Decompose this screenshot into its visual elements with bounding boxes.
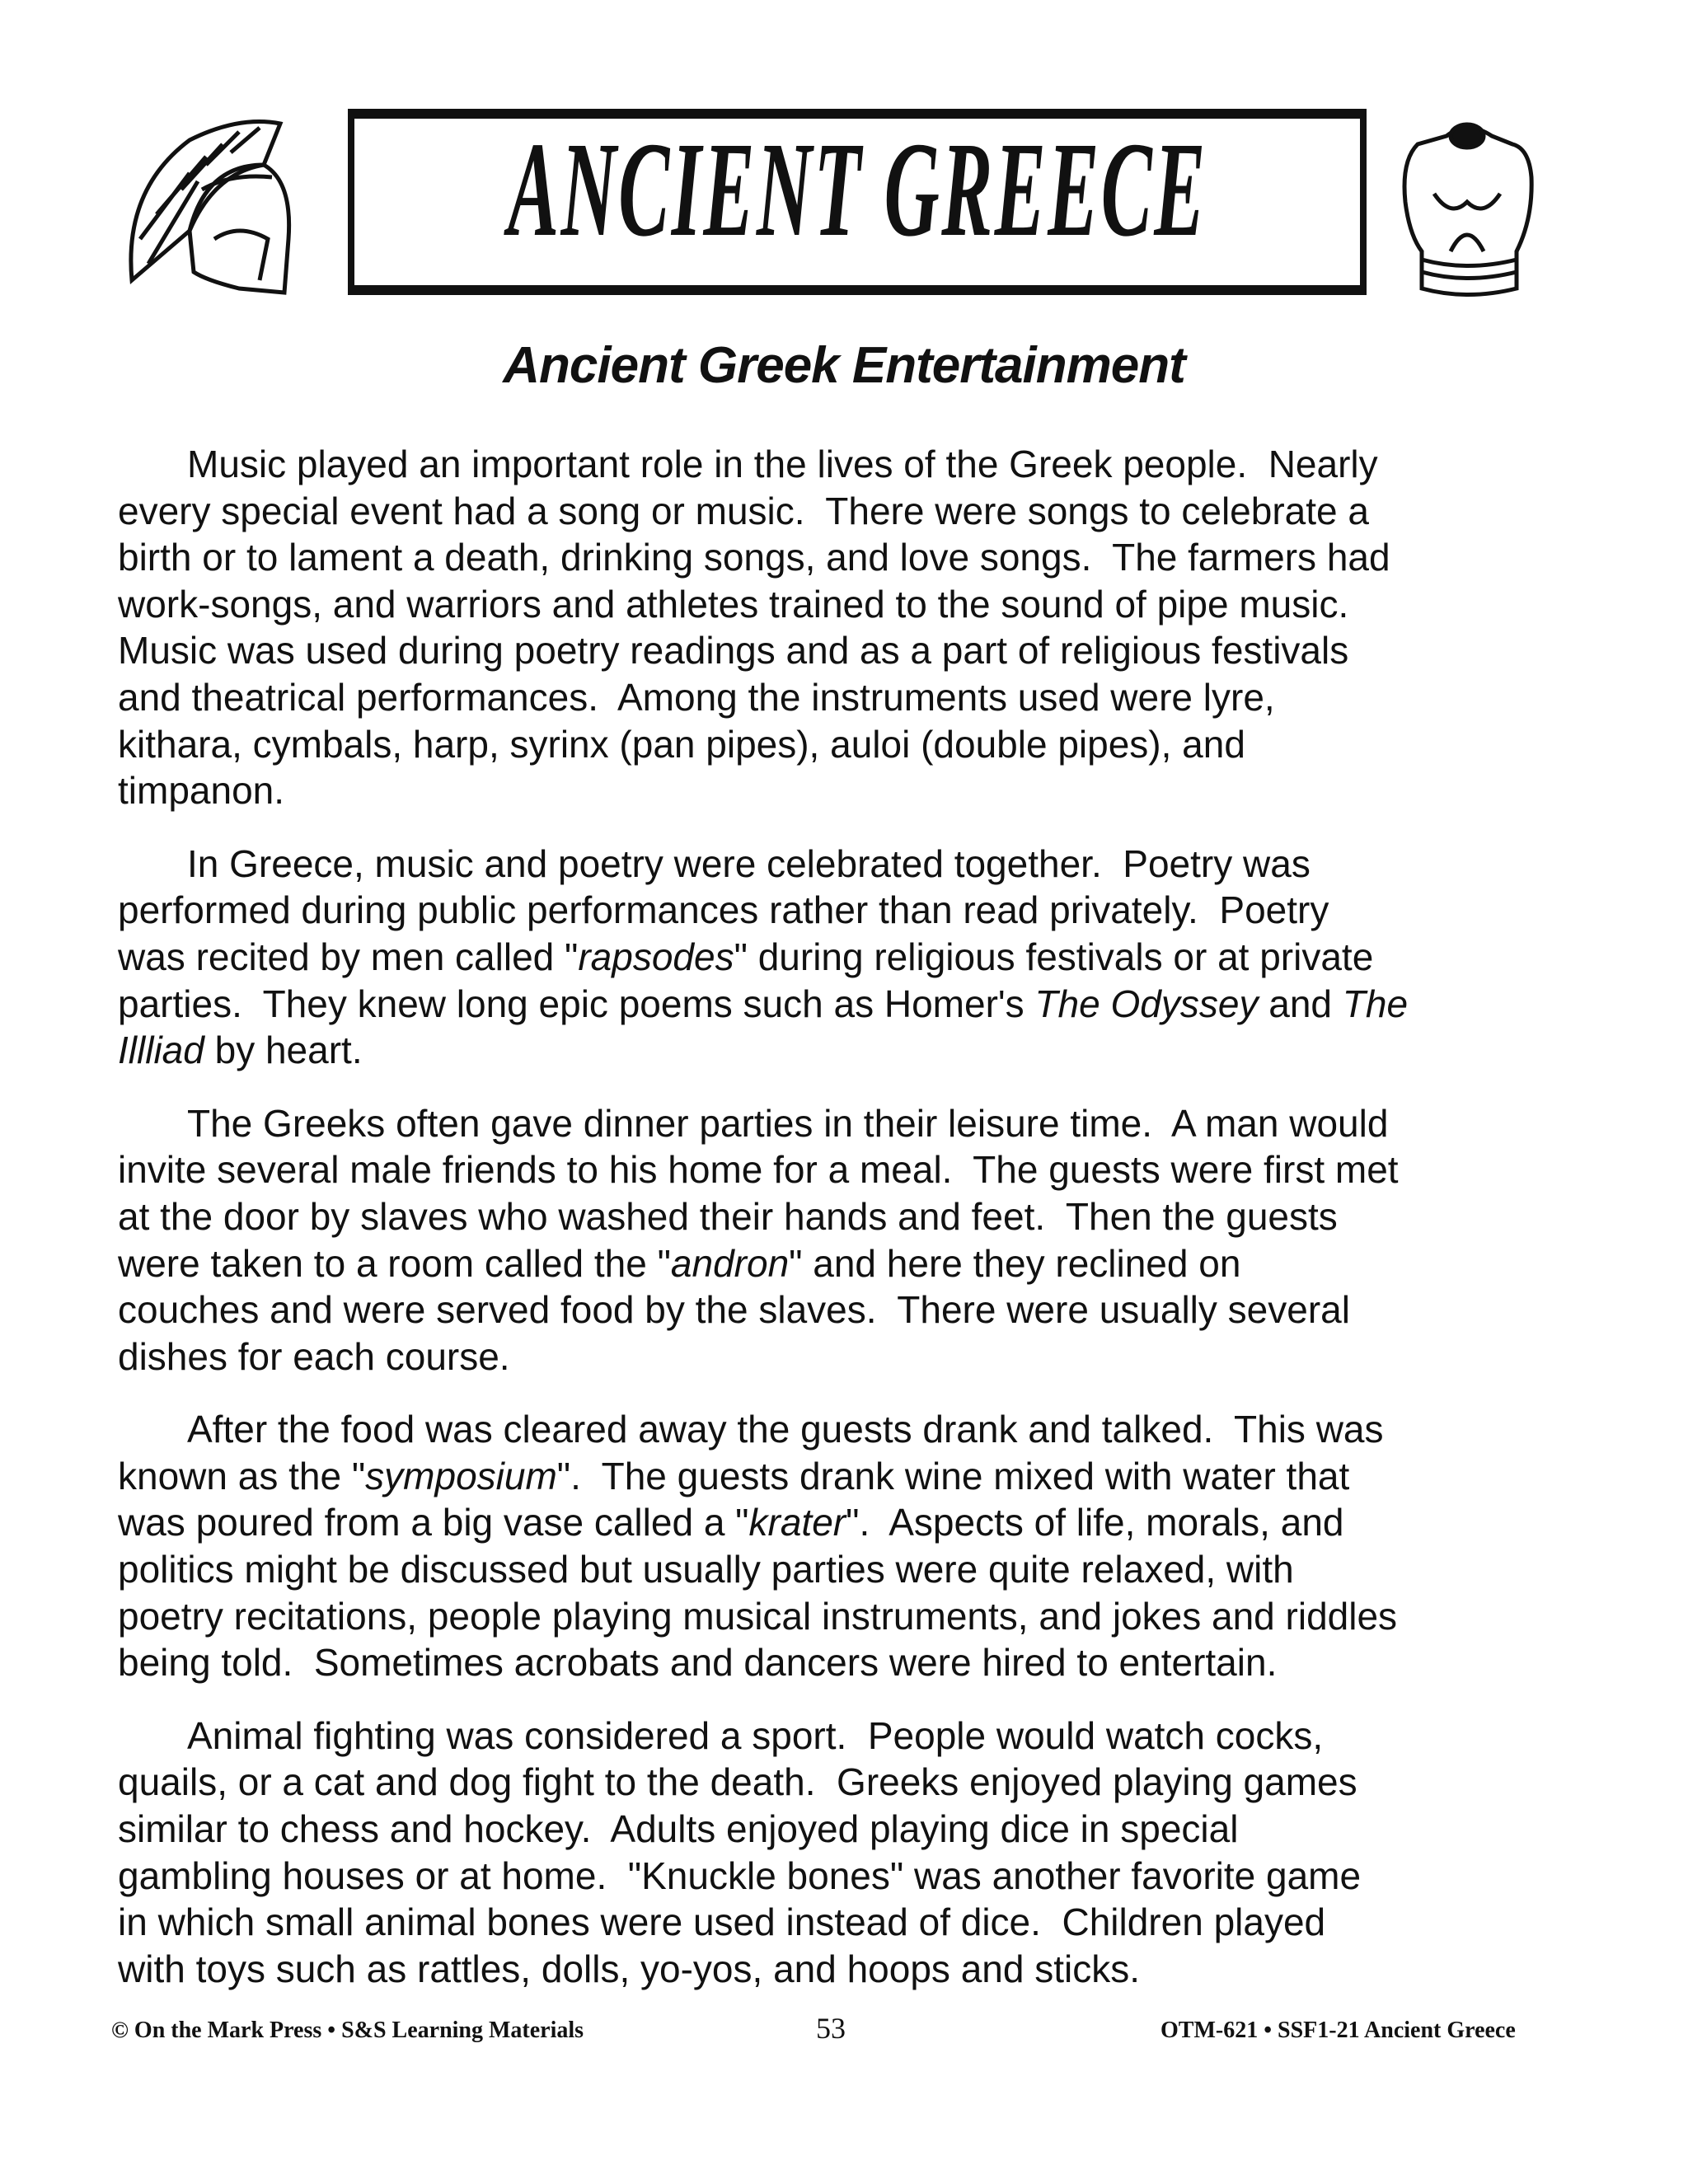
text-line (118, 1713, 1568, 1760)
greek-cuirass-icon (1385, 111, 1550, 301)
text-segment: every special event had a song or music. There were songs to celebrate a (118, 489, 1369, 532)
text-line (118, 1546, 1568, 1593)
text-line (118, 1806, 1568, 1853)
text-segment: and theatrical performances. Among the instruments used were lyre, (118, 675, 1275, 719)
text-segment: with toys such as rattles, dolls, yo-yos, and hoops and sticks. (118, 1947, 1141, 1990)
text-segment: performed during public performances rather than read privately. Poetry (118, 888, 1329, 932)
banner-title: ANCIENT GREECE (507, 114, 1207, 265)
text-line (118, 1286, 1568, 1333)
paragraph (118, 1713, 1568, 1993)
text-line (118, 1899, 1568, 1946)
text-segment: at the door by slaves who washed their hands and feet. Then the guests (118, 1194, 1338, 1238)
italic-term: andron (670, 1241, 790, 1285)
text-segment: were taken to a room called the " (118, 1241, 671, 1285)
text-segment: in which small animal bones were used instead of dice. Children played (118, 1900, 1326, 1944)
text-line (118, 1027, 1568, 1074)
text-line (118, 1100, 1568, 1147)
text-segment: " during religious festivals or at private (734, 935, 1374, 978)
footer-catalog: OTM-621 • SSF1-21 Ancient Greece (1160, 2018, 1516, 2043)
paragraph (118, 841, 1568, 1074)
text-line (118, 1639, 1568, 1686)
italic-term: krater (748, 1501, 846, 1544)
text-line (118, 581, 1568, 628)
text-segment: dishes for each course. (118, 1334, 510, 1378)
text-segment: ". Aspects of life, morals, and (846, 1501, 1344, 1544)
text-segment: work-songs, and warriors and athletes trained to the sound of pipe music. (118, 582, 1349, 626)
text-line (118, 1853, 1568, 1900)
greek-helmet-icon (115, 115, 338, 297)
text-segment: Animal fighting was considered a sport. People would watch cocks, (187, 1713, 1324, 1757)
text-line (118, 1759, 1568, 1806)
italic-term: symposium (365, 1454, 557, 1497)
footer-publisher: © On the Mark Press • S&S Learning Materials (111, 2018, 584, 2043)
text-line (118, 441, 1568, 488)
italic-term: rapsodes (578, 935, 734, 978)
text-segment: kithara, cymbals, harp, syrinx (pan pipes), auloi (double pipes), and (118, 722, 1245, 766)
text-line (118, 767, 1568, 814)
text-segment: politics might be discussed but usually parties were quite relaxed, with (118, 1548, 1294, 1591)
text-line (118, 887, 1568, 934)
paragraph (118, 441, 1568, 814)
italic-term: The Odyssey (1034, 982, 1259, 1025)
text-line (118, 721, 1568, 768)
text-line (118, 1333, 1568, 1380)
text-segment: Music played an important role in the lives of the Greek people. Nearly (187, 443, 1378, 485)
text-segment: After the food was cleared away the guests drank and talked. This was (187, 1408, 1384, 1451)
text-segment: timpanon. (118, 769, 285, 813)
text-line (118, 1193, 1568, 1240)
text-line (118, 934, 1568, 981)
text-segment: known as the " (118, 1454, 366, 1497)
text-segment: The Greeks often gave dinner parties in their leisure time. A man would (187, 1101, 1389, 1145)
text-segment: invite several male friends to his home for a meal. The guests were first met (118, 1148, 1399, 1192)
text-line (118, 1593, 1568, 1640)
text-line (118, 1240, 1568, 1287)
text-line (118, 841, 1568, 888)
text-segment: was poured from a big vase called a " (118, 1501, 749, 1544)
text-segment: gambling houses or at home. "Knuckle bones" was another favorite game (118, 1854, 1362, 1897)
text-segment: Music was used during poetry readings and as a part of religious festivals (118, 629, 1349, 673)
page-number: 53 (816, 2012, 846, 2045)
text-line (118, 981, 1568, 1028)
text-segment: quails, or a cat and dog fight to the death. Greeks enjoyed playing games (118, 1760, 1357, 1804)
text-line (118, 1146, 1568, 1193)
text-line (118, 627, 1568, 674)
banner (348, 109, 1367, 295)
article-body (118, 441, 1568, 2018)
text-segment: birth or to lament a death, drinking songs, and love songs. The farmers had (118, 536, 1390, 579)
text-line (118, 674, 1568, 721)
text-line (118, 1499, 1568, 1546)
text-segment: was recited by men called " (118, 935, 579, 978)
text-segment: ". The guests drank wine mixed with water that (556, 1454, 1350, 1497)
text-segment: similar to chess and hockey. Adults enjoyed playing dice in special (118, 1807, 1239, 1851)
text-line (118, 488, 1568, 535)
text-segment: and (1258, 982, 1343, 1025)
text-segment: In Greece, music and poetry were celebrated together. Poetry was (187, 841, 1311, 885)
italic-term: Illliad (118, 1029, 204, 1072)
text-line (118, 534, 1568, 581)
text-segment: poetry recitations, people playing musical instruments, and jokes and riddles (118, 1594, 1398, 1638)
text-segment: by heart. (204, 1029, 363, 1072)
paragraph (118, 1100, 1568, 1380)
text-segment: " and here they reclined on (789, 1241, 1241, 1285)
text-segment: being told. Sometimes acrobats and dancers were hired to entertain. (118, 1641, 1278, 1685)
text-segment: couches and were served food by the slaves. There were usually several (118, 1288, 1350, 1332)
text-line (118, 1453, 1568, 1500)
italic-term: The (1342, 982, 1409, 1025)
text-line (118, 1406, 1568, 1453)
paragraph (118, 1406, 1568, 1686)
text-line (118, 1946, 1568, 1993)
text-segment: parties. They knew long epic poems such as Homer's (118, 982, 1035, 1025)
page-title: Ancient Greek Entertainment (503, 337, 1185, 394)
